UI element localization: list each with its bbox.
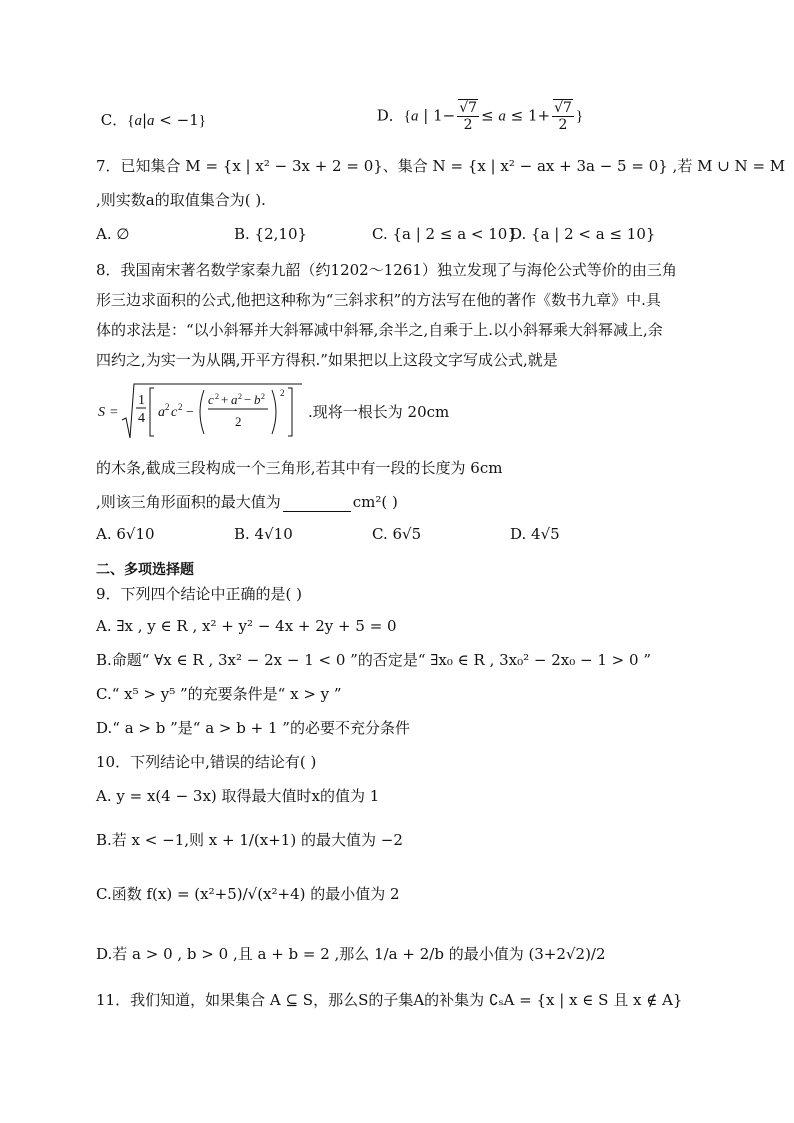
svg-text:2: 2: [280, 388, 285, 398]
qin-jiushao-formula: [96, 380, 306, 442]
answer-blank: [283, 497, 351, 512]
q8-line-4: 四约之,为实一为从隅,开平方得积.”如果把以上这段文字写成公式,就是: [96, 351, 558, 369]
svg-text:c: c: [208, 392, 214, 407]
q10-stem: 10．下列结论中,错误的结论有( ): [96, 753, 317, 771]
q7-option-a: A. ∅: [96, 225, 130, 243]
svg-text:2: 2: [238, 392, 242, 401]
q7-stem: 7．已知集合 M = {x | x² − 3x + 2 = 0}、集合 N = {x | x² − ax + 3a − 5 = 0} ,若 M ∪ N = M: [96, 157, 786, 175]
svg-text:2: 2: [235, 414, 242, 429]
q7-option-d: D. {a | 2 < a ≤ 10}: [510, 225, 656, 243]
svg-text:c: c: [171, 405, 178, 420]
q8-line-7: [96, 492, 398, 512]
svg-text:2: 2: [215, 392, 219, 401]
svg-text:=: =: [110, 405, 118, 420]
q9-option-a: A. ∃x , y ∈ R , x² + y² − 4x + 2y + 5 = 0: [96, 617, 397, 635]
svg-text:1: 1: [138, 393, 145, 408]
svg-text:a: a: [231, 392, 238, 407]
q7-stem-cont: ,则实数a的取值集合为( ).: [96, 191, 266, 209]
q11-stem: 11．我们知道，如果集合 A ⊆ S，那么S的子集A的补集为 ∁ₛA = {x | x ∈ S 且 x ∉ A}: [96, 991, 683, 1009]
svg-text:2: 2: [178, 402, 183, 412]
svg-text:−: −: [186, 405, 194, 420]
q6-option-c: C．{a|a < −1}: [96, 111, 206, 129]
q8-line-7-unit: cm²( ): [352, 493, 398, 511]
q8-option-d: D. 4√5: [510, 525, 560, 543]
q8-option-a: A. 6√10: [96, 525, 155, 543]
q8-option-b: B. 4√10: [234, 525, 293, 543]
q8-formula-tail: .现将一根长为 20cm: [308, 403, 450, 421]
svg-text:2: 2: [165, 402, 170, 412]
q6-option-d: D．{a | 1− $\frac{√7}{2}$ ≤ a ≤ 1+ $\frac{√7}{2}$ }: [372, 100, 584, 133]
section-heading: 二、多项选择题: [96, 562, 194, 578]
svg-text:−: −: [244, 392, 252, 407]
q7-option-b: B. {2,10}: [234, 225, 308, 243]
svg-text:a: a: [158, 405, 165, 420]
q8-line-3: 体的求法是：“以小斜幂并大斜幂减中斜幂,余半之,自乘于上.以小斜幂乘大斜幂减上,余: [96, 321, 663, 339]
q8-option-c: C. 6√5: [372, 525, 422, 543]
q9-option-b: B.命题“ ∀x ∈ R , 3x² − 2x − 1 < 0 ”的否定是“ ∃x₀ ∈ R , 3x₀² − 2x₀ − 1 > 0 ”: [96, 651, 652, 669]
svg-text:2: 2: [261, 392, 265, 401]
q7-option-c: C. {a | 2 ≤ a < 10}: [372, 225, 517, 243]
q8-line-2: 形三边求面积的公式,他把这种称为“三斜求积”的方法写在他的著作《数书九章》中.具: [96, 291, 661, 309]
q8-line-6: 的木条,截成三段构成一个三角形,若其中有一段的长度为 6cm: [96, 459, 503, 477]
svg-text:4: 4: [138, 411, 145, 426]
q9-stem: 9．下列四个结论中正确的是( ): [96, 585, 303, 603]
svg-text:S: S: [98, 405, 105, 420]
q9-option-c: C.“ x⁵ > y⁵ ”的充要条件是“ x > y ”: [96, 685, 342, 703]
q8-line-7-text: ,则该三角形面积的最大值为: [96, 493, 281, 511]
q10-option-a: A. y = x(4 − 3x) 取得最大值时x的值为 1: [96, 787, 380, 805]
q9-option-d: D.“ a > b ”是“ a > b + 1 ”的必要不充分条件: [96, 719, 410, 737]
q10-option-c: C.函数 f(x) = (x²+5)/√(x²+4) 的最小值为 2: [96, 885, 400, 903]
q10-option-d: D.若 a > 0 , b > 0 ,且 a + b = 2 ,那么 1/a + 2/b 的最小值为 (3+2√2)/2: [96, 945, 606, 963]
q10-option-b: B.若 x < −1,则 x + 1/(x+1) 的最大值为 −2: [96, 831, 403, 849]
q8-line-1: 8．我国南宋著名数学家秦九韶（约1202～1261）独立发现了与海伦公式等价的由三角: [96, 261, 677, 279]
svg-text:b: b: [254, 392, 261, 407]
svg-text:+: +: [221, 392, 229, 407]
